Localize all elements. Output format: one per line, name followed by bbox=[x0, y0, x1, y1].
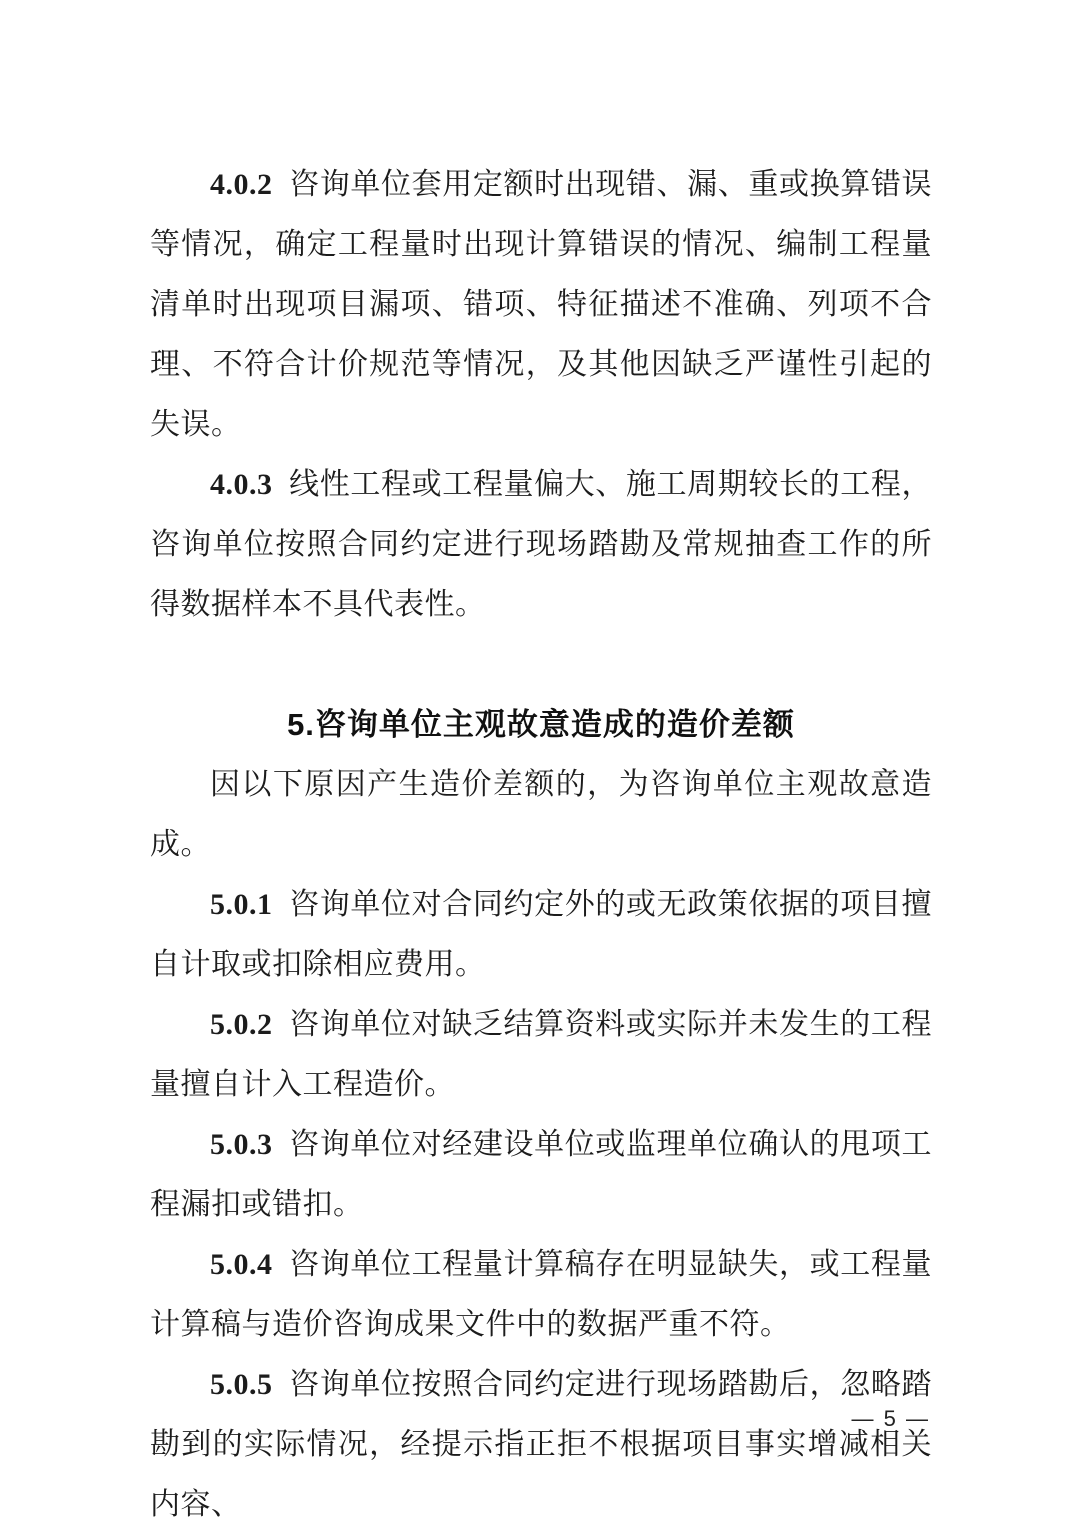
page-number: — 5 — bbox=[851, 1406, 930, 1431]
clause-text: 咨询单位按照合同约定进行现场踏勘后，忽略踏勘到的实际情况，经提示指正拒不根据项目事实增减相关内容、 bbox=[150, 1368, 932, 1521]
clause-5-0-1 bbox=[150, 875, 932, 995]
clause-text: 咨询单位对缺乏结算资料或实际并未发生的工程量擅自计入工程造价。 bbox=[150, 1008, 932, 1101]
clause-number: 5.0.4 bbox=[210, 1248, 273, 1281]
clause-text: 咨询单位套用定额时出现错、漏、重或换算错误等情况，确定工程量时出现计算错误的情况、编制工程量清单时出现项目漏项、错项、特征描述不准确、列项不合理、不符合计价规范等情况，及其他因缺乏严谨性引起的失误。 bbox=[150, 168, 932, 441]
clause-number: 5.0.2 bbox=[210, 1008, 273, 1041]
clause-text: 咨询单位对经建设单位或监理单位确认的甩项工程漏扣或错扣。 bbox=[150, 1128, 932, 1221]
clause-4-0-2 bbox=[150, 155, 932, 455]
clause-number: 5.0.3 bbox=[210, 1128, 273, 1161]
clause-5-0-4 bbox=[150, 1235, 932, 1355]
clause-4-0-3 bbox=[150, 455, 932, 635]
clause-text: 咨询单位对合同约定外的或无政策依据的项目擅自计取或扣除相应费用。 bbox=[150, 888, 932, 981]
page-content bbox=[150, 155, 932, 1527]
section-5-intro: 因以下原因产生造价差额的，为咨询单位主观故意造成。 bbox=[150, 768, 932, 861]
clause-5-0-2 bbox=[150, 995, 932, 1115]
clause-number: 4.0.2 bbox=[210, 168, 273, 201]
section-5-heading: 5.咨询单位主观故意造成的造价差额 bbox=[287, 707, 795, 742]
clause-number: 5.0.5 bbox=[210, 1368, 273, 1401]
clause-text: 线性工程或工程量偏大、施工周期较长的工程，咨询单位按照合同约定进行现场踏勘及常规抽查工作的所得数据样本不具代表性。 bbox=[150, 468, 932, 621]
clause-number: 4.0.3 bbox=[210, 468, 273, 501]
clause-5-0-3 bbox=[150, 1115, 932, 1235]
clause-text: 咨询单位工程量计算稿存在明显缺失，或工程量计算稿与造价咨询成果文件中的数据严重不符。 bbox=[150, 1248, 932, 1341]
clause-5-0-5 bbox=[150, 1355, 932, 1527]
clause-number: 5.0.1 bbox=[210, 888, 273, 921]
